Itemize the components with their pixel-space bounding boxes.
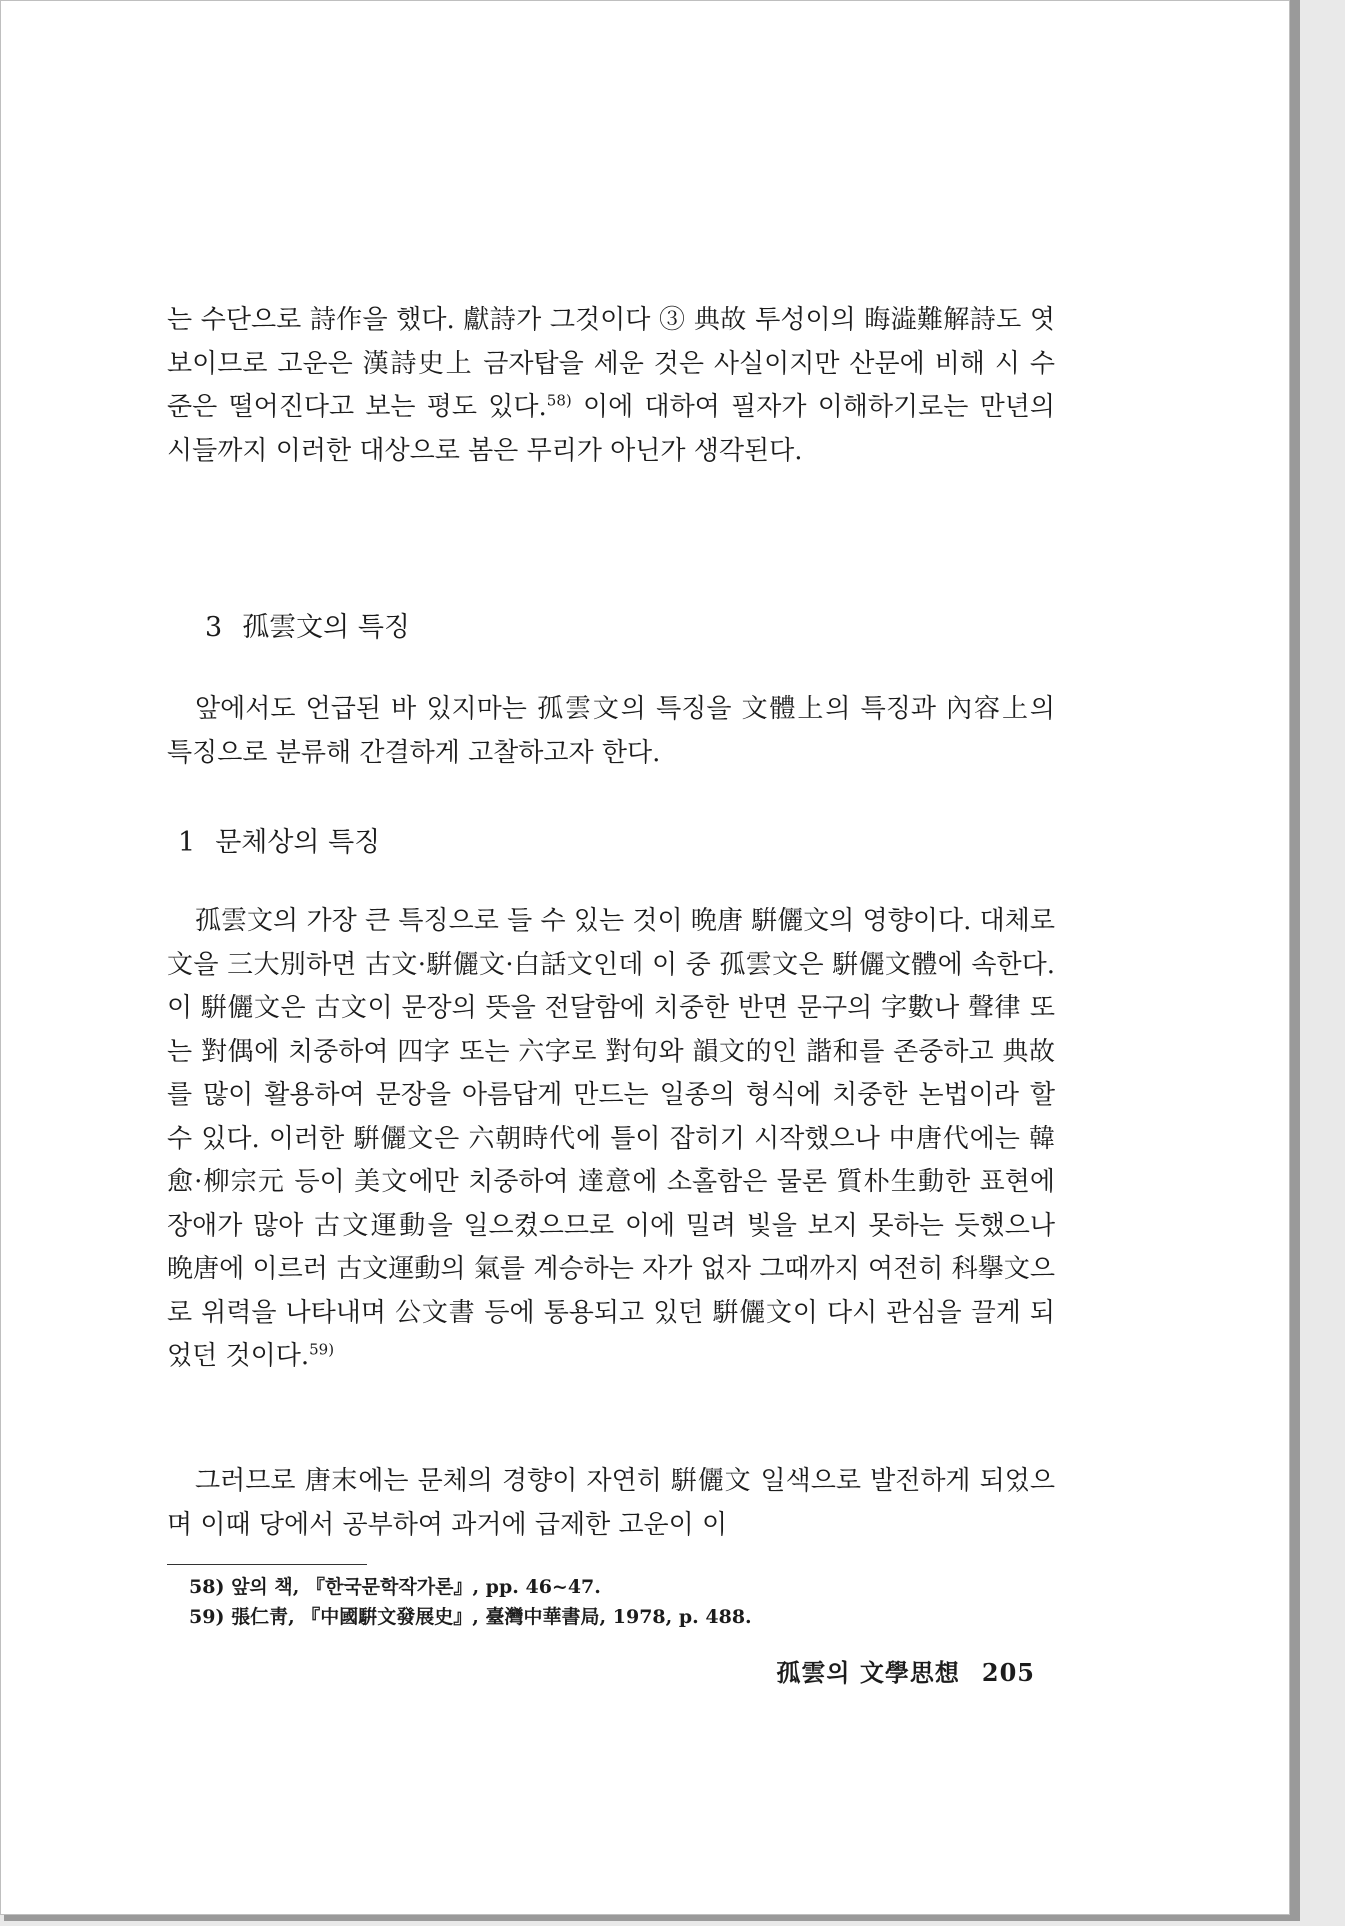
section-title: 孤雲文의 특징 bbox=[242, 612, 411, 643]
subsection-number: 1 bbox=[178, 827, 196, 858]
section-number: 3 bbox=[205, 612, 223, 643]
subsection-title: 문체상의 특징 bbox=[215, 827, 381, 858]
footnote-59: 59) 張仁靑, 『中國騈文發展史』, 臺灣中華書局, 1978, p. 488. bbox=[189, 1606, 752, 1628]
continued-paragraph: 는 수단으로 詩作을 했다. 獻詩가 그것이다 ③ 典故 투성이의 晦澁難解詩도 엿보이므로 고운은 漢詩史上 금자탑을 세운 것은 사실이지만 산문에 비해 시 수준은 떨어진다고 보는 평도 있다.$^{58)}$ 이에 대하여 필자가 이해하기로는 만년의 시들까지 이러한 대상으로 봄은 무리가 아닌가 생각된다. bbox=[167, 305, 1055, 466]
running-footer-title: 孤雲의 文學思想 bbox=[776, 1658, 960, 1687]
body-paragraph: 孤雲文의 가장 큰 특징으로 들 수 있는 것이 晩唐 騈儷文의 영향이다. 대체로 文을 三大別하면 古文·騈儷文·白話文인데 이 중 孤雲文은 騈儷文體에 속한다. 이 騈儷文은 古文이 문장의 뜻을 전달함에 치중한 반면 문구의 字數나 聲律 또는 對偶에 치중하여 四字 또는 六字로 對句와 韻文的인 諧和를 존중하고 典故를 많이 활용하여 문장을 아름답게 만드는 일종의 형식에 치중한 논법이라 할 수 있다. 이러한 騈儷文은 六朝時代에 틀이 잡히기 시작했으나 中唐代에는 韓愈·柳宗元 등이 美文에만 치중하여 達意에 소홀함은 물론 質朴生動한 표현에 장애가 많아 古文運動을 일으켰으므로 이에 밀려 빛을 보지 못하는 듯했으나 晩唐에 이르러 古文運動의 氣를 계승하는 자가 없자 그때까지 여전히 科擧文으로 위력을 나타내며 公文書 등에 통용되고 있던 騈儷文이 다시 관심을 끌게 되었던 것이다.$^{59)}$ bbox=[167, 906, 1055, 1371]
footnote-ref-58: 58) bbox=[546, 391, 572, 410]
footnote-divider bbox=[167, 1564, 367, 1565]
section-heading bbox=[205, 605, 410, 644]
page-number: 205 bbox=[981, 1658, 1035, 1687]
subsection-heading bbox=[178, 820, 380, 859]
body-paragraph: 그러므로 唐末에는 문체의 경향이 자연히 騈儷文 일색으로 발전하게 되었으며 이때 당에서 공부하여 과거에 급제한 고운이 이 bbox=[167, 1466, 1055, 1540]
running-footer bbox=[776, 1653, 1035, 1688]
footnote-ref-59: 59) bbox=[309, 1340, 335, 1359]
footnote-58: 58) 앞의 책, 『한국문학작가론』, pp. 46~47. bbox=[189, 1576, 601, 1598]
section-intro-paragraph: 앞에서도 언급된 바 있지마는 孤雲文의 특징을 文體上의 특징과 內容上의 특징으로 분류해 간결하게 고찰하고자 한다. bbox=[167, 694, 1055, 768]
